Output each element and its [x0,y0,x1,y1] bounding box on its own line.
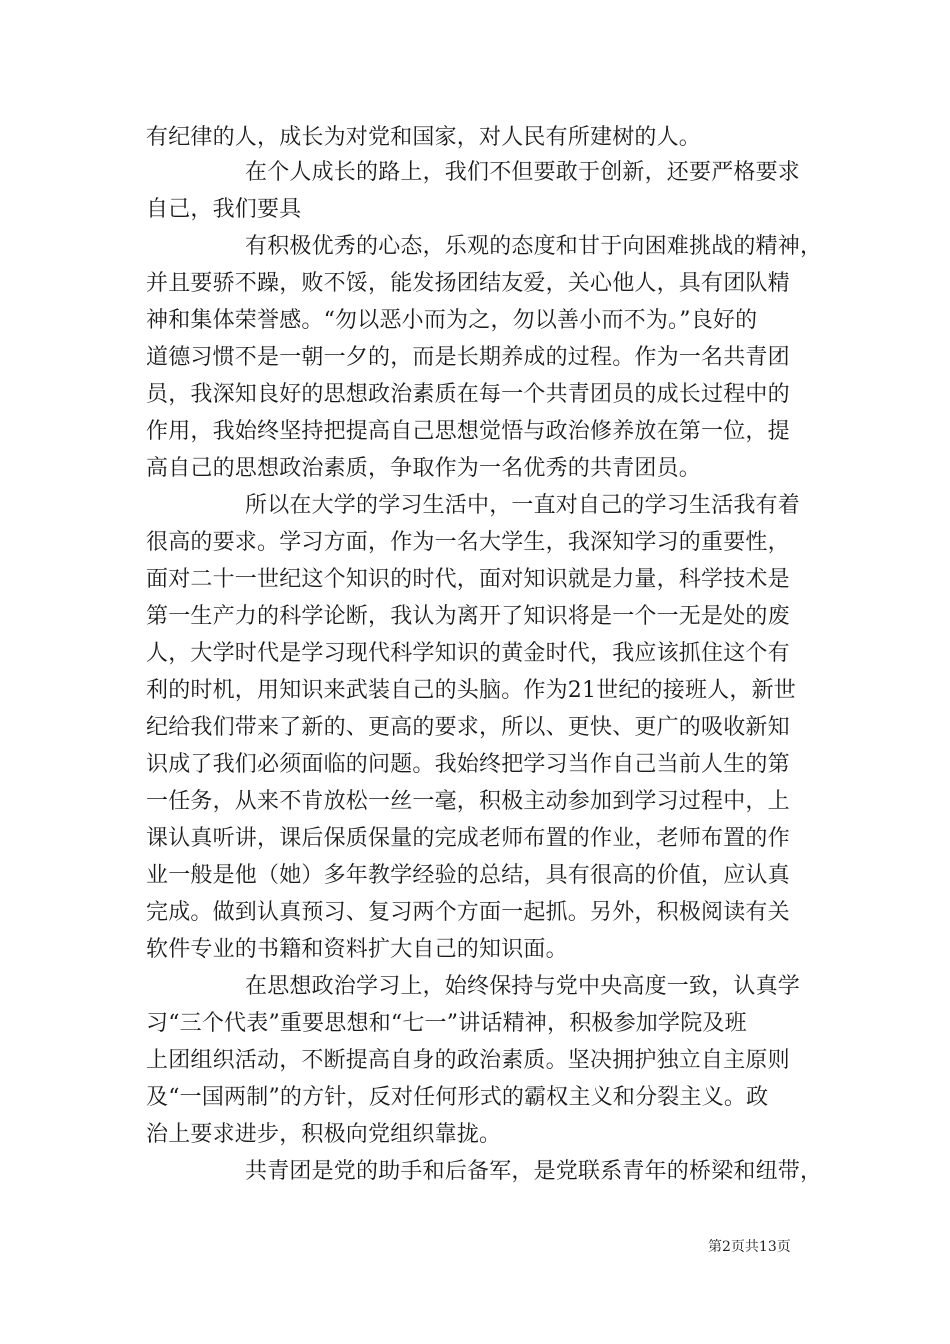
text-line: 第一生产力的科学论断，我认为离开了知识将是一个一无是处的废 [146,604,790,629]
text-line: 软件专业的书籍和资料扩大自己的知识面。 [146,937,568,962]
paragraph-first-line: 所以在大学的学习生活中，一直对自己的学习生活我有着 [245,493,801,518]
text-line: 面对二十一世纪这个知识的时代，面对知识就是力量，科学技术是 [146,567,790,592]
text-line: 治上要求进步，积极向党组织靠拢。 [146,1122,502,1147]
text-line: 有纪律的人，成长为对党和国家，对人民有所建树的人。 [146,125,702,150]
text-line: 完成。做到认真预习、复习两个方面一起抓。另外，积极阅读有关 [146,900,790,925]
text-line: 高自己的思想政治素质，争取作为一名优秀的共青团员。 [146,456,702,481]
text-line: 道德习惯不是一朝一夕的，而是长期养成的过程。作为一名共青团 [146,345,790,370]
paragraph-first-line: 共青团是党的助手和后备军，是党联系青年的桥梁和纽带， [245,1159,823,1184]
text-line: 纪给我们带来了新的、更高的要求，所以、更快、更广的吸收新知 [146,715,790,740]
paragraph-first-line: 在个人成长的路上，我们不但要敢于创新，还要严格要求 [245,160,801,185]
text-line: 一任务，从来不肯放松一丝一毫，积极主动参加到学习过程中，上 [146,789,790,814]
paragraph-first-line: 有积极优秀的心态，乐观的态度和甘于向困难挑战的精神， [245,234,823,259]
text-line: 神和集体荣誉感。“勿以恶小而为之，勿以善小而不为。”良好的 [146,308,758,333]
text-line: 业一般是他（她）多年教学经验的总结，具有很高的价值，应认真 [146,863,790,888]
text-line: 员，我深知良好的思想政治素质在每一个共青团员的成长过程中的 [146,382,790,407]
text-line: 并且要骄不躁，败不馁，能发扬团结友爱，关心他人，具有团队精 [146,271,790,296]
text-line: 上团组织活动，不断提高自身的政治素质。坚决拥护独立自主原则 [146,1048,790,1073]
text-line: 很高的要求。学习方面，作为一名大学生，我深知学习的重要性， [146,530,790,555]
paragraph-first-line: 在思想政治学习上，始终保持与党中央高度一致，认真学 [245,974,801,999]
page-number-footer: 第2页共13页 [708,1239,791,1255]
text-line: 作用，我始终坚持把提高自己思想觉悟与政治修养放在第一位，提 [146,419,790,444]
text-line: 自己，我们要具 [146,197,302,222]
text-line: 人，大学时代是学习现代科学知识的黄金时代，我应该抓住这个有 [146,641,790,666]
text-line: 利的时机，用知识来武装自己的头脑。作为21世纪的接班人，新世 [146,678,796,703]
text-line: 习“三个代表”重要思想和“七一”讲话精神，积极参加学院及班 [146,1011,747,1036]
text-line: 课认真听讲，课后保质保量的完成老师布置的作业，老师布置的作 [146,826,790,851]
text-line: 识成了我们必须面临的问题。我始终把学习当作自己当前人生的第 [146,752,790,777]
text-line: 及“一国两制”的方针，反对任何形式的霸权主义和分裂主义。政 [146,1085,769,1110]
